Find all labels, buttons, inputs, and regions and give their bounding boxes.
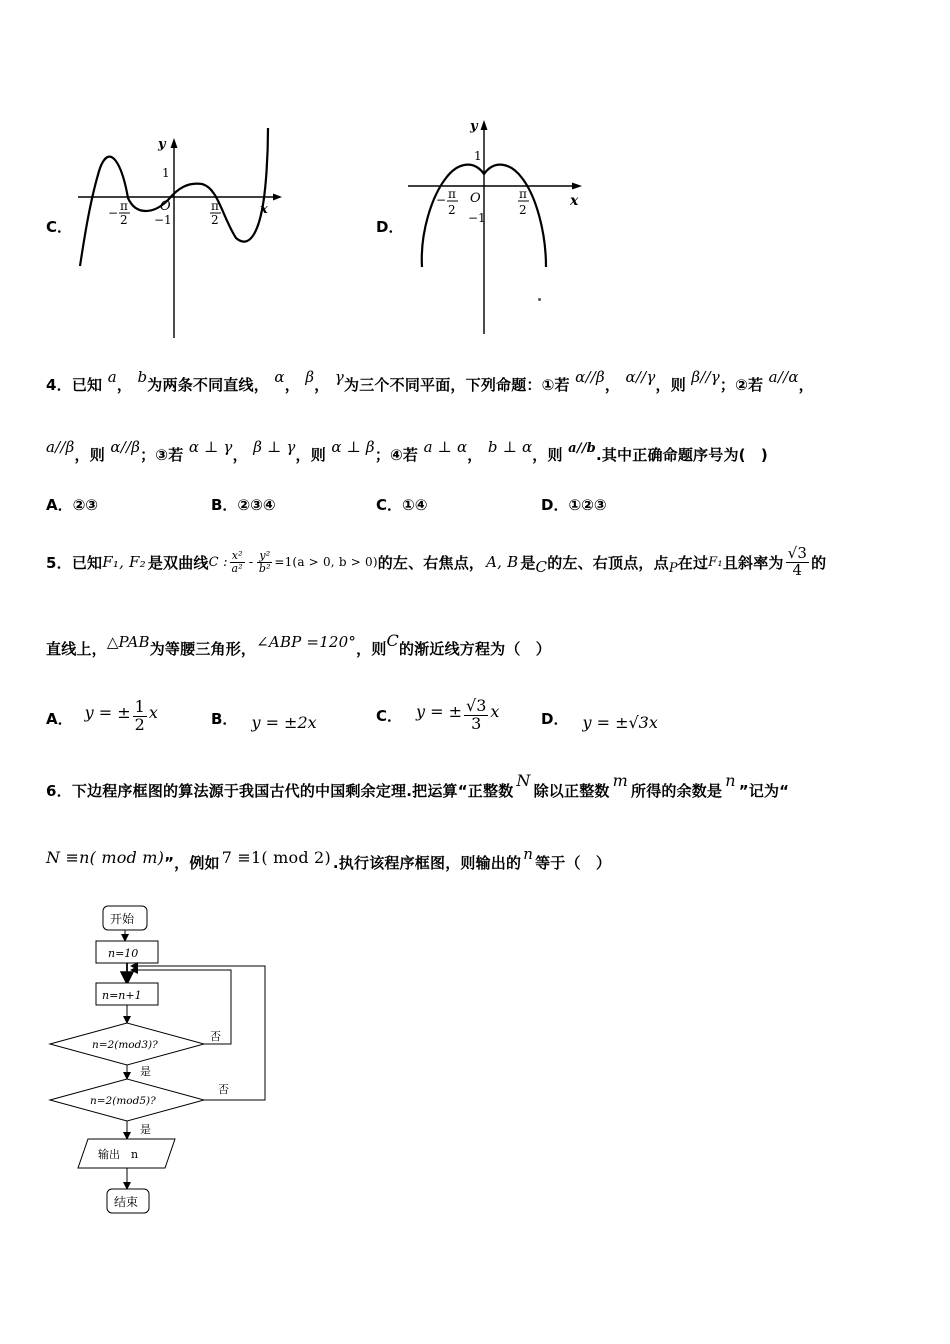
graph-d-origin: O — [470, 191, 481, 206]
graph-d-half-pi-num: π — [519, 187, 527, 201]
stray-dot — [538, 298, 541, 301]
graph-d-tick-minus-one: −1 — [468, 211, 486, 225]
graph-c-y-arrow-icon — [171, 138, 178, 148]
graph-c-half-pi-den: 2 — [211, 213, 219, 227]
q5-line-2: 直线上， △PAB 为等腰三角形， ∠ABP =120° ，则 C 的渐近线方程为（ ） — [46, 630, 551, 658]
flow-cond2-yes: 是 — [140, 1123, 151, 1136]
flow-cond2-label: n=2(mod5)? — [90, 1095, 156, 1107]
q6-line-1: 6．下边程序框图的算法源于我国古代的中国剩余定理.把运算“正整数 N 除以正整数 m 所得的余数是 n ”记为“ — [46, 770, 790, 800]
q5-line-1: 5．已知 F₁, F₂ 是双曲线 C : $\frac{\text{x²}}{\text{a²}}$ - $\frac{\text{y²}}{\text{b²}}$ =1(a > 0, b > 0) 的左、右焦点， A, B 是 C 的左、右顶点，点 P 在过 F₁ 且斜率为 $\frac{√3}{4}$ 的 — [46, 543, 827, 579]
graph-c — [70, 120, 290, 342]
graph-d-y-label: y — [470, 119, 478, 134]
graph-c-neg-half-pi-den: 2 — [120, 213, 128, 227]
flowchart — [40, 900, 280, 1220]
flow-cond1-yes: 是 — [140, 1065, 151, 1078]
graph-d-neg-half-pi-num: π — [448, 187, 456, 201]
graph-c-half-pi-num: π — [211, 199, 219, 213]
graph-d-y-arrow-icon — [481, 120, 488, 130]
graph-c-x-arrow-icon — [273, 194, 282, 201]
flow-init-label: n=10 — [108, 947, 139, 960]
graph-c-tick-one: 1 — [162, 166, 170, 180]
q4-option-b[interactable]: B．②③④ — [211, 496, 276, 514]
graph-c-origin: O — [160, 199, 171, 214]
flow-cond1-label: n=2(mod3)? — [92, 1039, 158, 1051]
flow-start-label: 开始 — [110, 912, 135, 926]
flow-incr-label: n=n+1 — [102, 989, 142, 1002]
graph-d-neg-half-pi-den: 2 — [448, 203, 456, 217]
graph-c-x-label: x — [260, 202, 268, 217]
flow-end-label: 结束 — [114, 1195, 139, 1209]
graph-c-tick-minus-one: −1 — [154, 213, 172, 227]
option-d-label: D． — [376, 218, 404, 236]
graph-c-neg-half-pi-minus: − — [108, 206, 119, 220]
graph-c-neg-half-pi-num: π — [120, 199, 128, 213]
q4-option-a[interactable]: A．②③ — [46, 496, 99, 514]
q4-option-c[interactable]: C．①④ — [376, 496, 428, 514]
q4-line-2: a//β，则 α//β；③若 α ⊥ γ， β ⊥ γ，则 α ⊥ β；④若 a ⊥ α， b ⊥ α，则 a//b.其中正确命题序号为( ) — [46, 438, 768, 464]
q5-option-a[interactable]: A． y = ± $\frac{1}{2}$ x — [46, 696, 158, 734]
graph-d-neg-half-pi-minus: − — [436, 193, 447, 207]
q4-line-1: 4．已知 a， b为两条不同直线， α， β， γ为三个不同平面，下列命题：①若 α//β， α//γ，则 β//γ；②若 a//α， — [46, 368, 814, 394]
q4-option-d[interactable]: D．①②③ — [541, 496, 607, 514]
flow-cond1-no: 否 — [210, 1030, 221, 1043]
q5-option-d[interactable]: D． y = ±√3x — [541, 709, 658, 732]
q5-option-c[interactable]: C． y = ± $\frac{√3}{3}$ x — [376, 695, 500, 733]
graph-d-half-pi-den: 2 — [519, 203, 527, 217]
flow-cond2-no: 否 — [218, 1083, 229, 1096]
graph-c-y-label: y — [158, 137, 166, 152]
graph-d-tick-one: 1 — [474, 149, 482, 163]
graph-d — [400, 112, 590, 338]
flow-output-label: 输出 n — [98, 1148, 139, 1161]
graph-d-x-arrow-icon — [572, 183, 582, 190]
graph-d-x-label: x — [570, 193, 579, 209]
q6-line-2: N ≡n( mod m) ”，例如 7 ≡1( mod 2) .执行该程序框图，则输出的 n 等于（ ） — [46, 845, 612, 872]
option-c-label: C． — [46, 218, 73, 236]
q5-option-b[interactable]: B． y = ±2x — [211, 709, 317, 732]
